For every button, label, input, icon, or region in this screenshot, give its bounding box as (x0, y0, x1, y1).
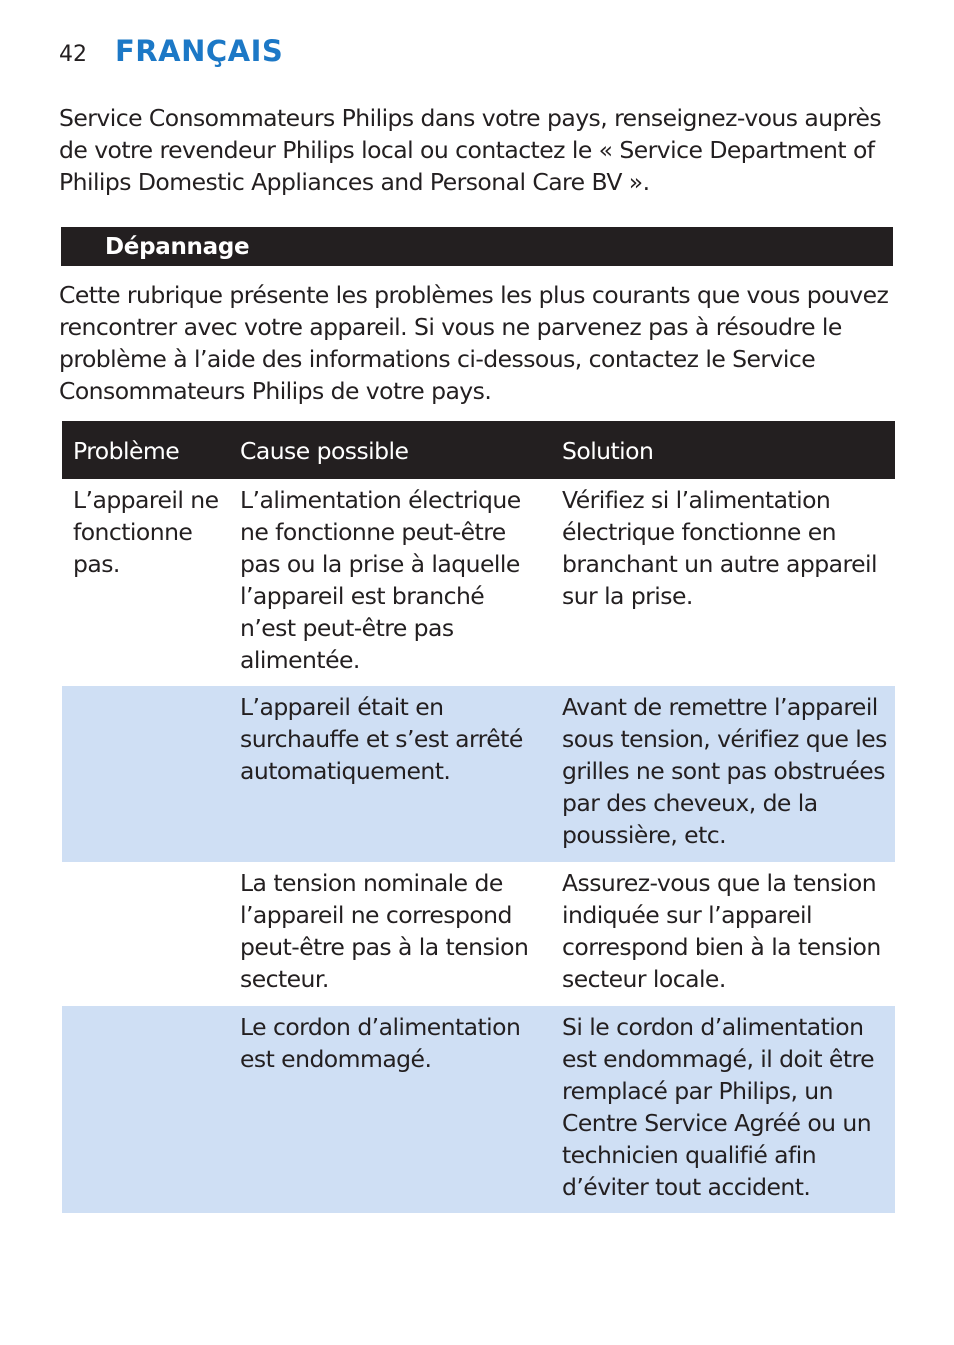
solution-cell: Avant de remettre l’appareil sous tension, vérifiez que les grilles ne sont pas obstruées par des cheveux, de la poussière, etc. (562, 693, 887, 849)
problem-cell: L’appareil ne fonctionne pas. (73, 486, 219, 578)
troubleshooting-table (62, 421, 895, 1213)
section-title: Dépannage (105, 233, 250, 260)
intro-paragraph: Service Consommateurs Philips dans votre pays, renseignez-vous auprès de votre revendeur Philips local ou contactez le « Service Department of Philips Domestic Appliances and Personal Care BV ». (59, 104, 882, 196)
table-row (62, 686, 895, 862)
solution-cell: Vérifiez si l’alimentation électrique fonctionne en branchant un autre appareil sur la prise. (562, 486, 877, 610)
solution-cell: Assurez-vous que la tension indiquée sur l’appareil correspond bien à la tension secteur locale. (562, 869, 881, 993)
table-row (62, 862, 895, 1006)
cause-cell: L’appareil était en surchauffe et s’est arrêté automatiquement. (240, 693, 523, 785)
problem-cell (62, 1006, 229, 1213)
table-row (62, 479, 895, 686)
problem-cell (62, 862, 229, 1006)
problem-cell (62, 686, 229, 862)
cause-cell: Le cordon d’alimentation est endommagé. (240, 1013, 521, 1073)
page-header (59, 34, 283, 74)
column-header-cause: Cause possible (240, 437, 409, 465)
solution-cell: Si le cordon d’alimentation est endommagé, il doit être remplacé par Philips, un Centre Service Agréé ou un technicien qualifié afin d’éviter tout accident. (562, 1013, 874, 1201)
cause-cell: L’alimentation électrique ne fonctionne peut-être pas ou la prise à laquelle l’appareil est branché n’est peut-être pas alimentée. (240, 486, 521, 674)
table-row (62, 1006, 895, 1213)
column-header-solution: Solution (562, 437, 654, 465)
column-header-problem: Problème (73, 437, 180, 465)
language-title: FRANÇAIS (115, 34, 284, 68)
table-header (62, 421, 895, 479)
section-heading-bar (61, 227, 893, 266)
section-intro-paragraph: Cette rubrique présente les problèmes les plus courants que vous pouvez rencontrer avec votre appareil. Si vous ne parvenez pas à résoudre le problème à l’aide des informations ci-dessous, contactez le Service Consommateurs Philips de votre pays. (59, 281, 889, 405)
page-number: 42 (59, 42, 87, 67)
cause-cell: La tension nominale de l’appareil ne correspond peut-être pas à la tension secteur. (240, 869, 529, 993)
